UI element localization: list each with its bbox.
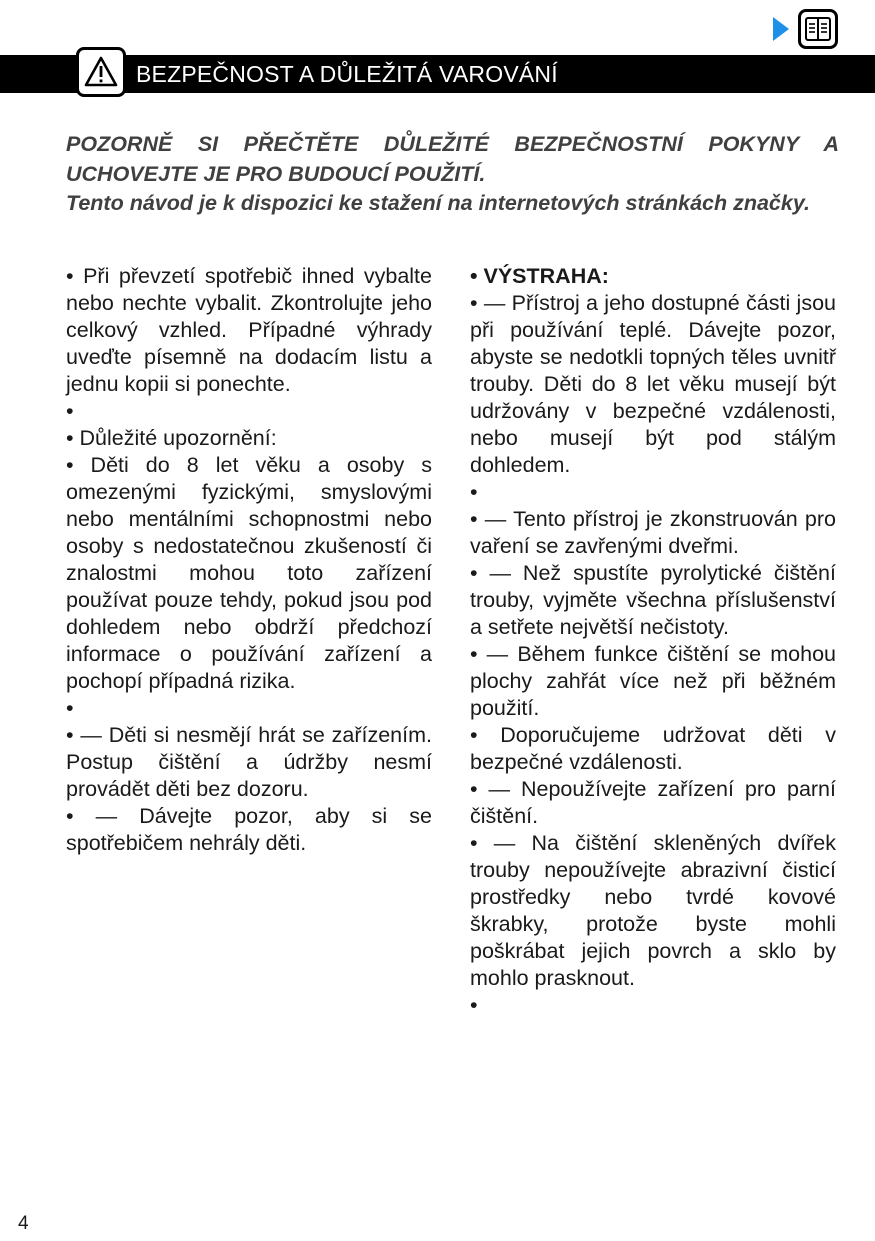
paragraph: • — Děti si nesmějí hrát se zařízením. Postup čištění a údržby nesmí provádět děti bez dozoru. [66,723,432,801]
intro-warning-text: POZORNĚ SI PŘEČTĚTE DŮLEŽITÉ BEZPEČNOSTNÍ POKYNY A UCHOVEJTE JE PRO BUDOUCÍ POUŽITÍ. [66,132,839,186]
paragraph: • — Nepoužívejte zařízení pro parní čištění. [470,777,836,828]
page-number: 4 [18,1213,29,1234]
paragraph: • — Na čištění skleněných dvířek trouby nepoužívejte abrazivní čisticí prostředky nebo tvrdé kovové škrabky, protože byste mohli poškrábat jejich povrch a sklo by mohlo prasknout. [470,831,836,990]
paragraph: • [470,993,478,1017]
paragraph: • Při převzetí spotřebič ihned vybalte nebo nechte vybalit. Zkontrolujte jeho celkový vzhled. Případné výhrady uveďte písemně na dodacím listu a jednu kopii si ponechte. [66,264,432,396]
paragraph: • — Během funkce čištění se mohou plochy zahřát více než při běžném použití. [470,642,836,720]
paragraph: • — Dávejte pozor, aby si se spotřebičem nehrály děti. [66,804,432,855]
paragraph: • Důležité upozornění: [66,426,277,450]
left-column [66,263,432,857]
paragraph: • — Než spustíte pyrolytické čištění trouby, vyjměte všechna příslušenství a setřete největší nečistoty. [470,561,836,639]
paragraph: • [66,399,74,423]
section-title: BEZPEČNOST A DŮLEŽITÁ VAROVÁNÍ [136,61,558,87]
paragraph: • Děti do 8 let věku a osoby s omezenými fyzickými, smyslovými nebo mentálními schopnostmi nebo osoby s nedostatečnou zkušeností či znalostmi mohou toto zařízení používat pouze tehdy, pokud jsou pod dohledem nebo obdrží předchozí informace o používání zařízení a pochopí případná rizika. [66,453,432,693]
right-column [470,263,836,1019]
paragraph: • [470,480,478,504]
intro-notice [66,130,839,219]
warning-heading: • VÝSTRAHA: [470,264,609,288]
manual-book-icon[interactable] [798,9,838,49]
play-arrow-icon[interactable] [773,17,789,41]
intro-download-text: Tento návod je k dispozici ke stažení na internetových stránkách značky. [66,191,810,215]
paragraph: • — Tento přístroj je zkonstruován pro vaření se zavřenými dveřmi. [470,507,836,558]
paragraph: • [66,696,74,720]
warning-triangle-icon [76,47,126,97]
paragraph: • Doporučujeme udržovat děti v bezpečné vzdálenosti. [470,723,836,774]
paragraph: • — Přístroj a jeho dostupné části jsou při používání teplé. Dávejte pozor, abyste se nedotkli topných těles uvnitř trouby. Děti do 8 let věku musejí být udržovány v bezpečné vzdálenosti, nebo musejí být pod stálým dohledem. [470,291,836,477]
